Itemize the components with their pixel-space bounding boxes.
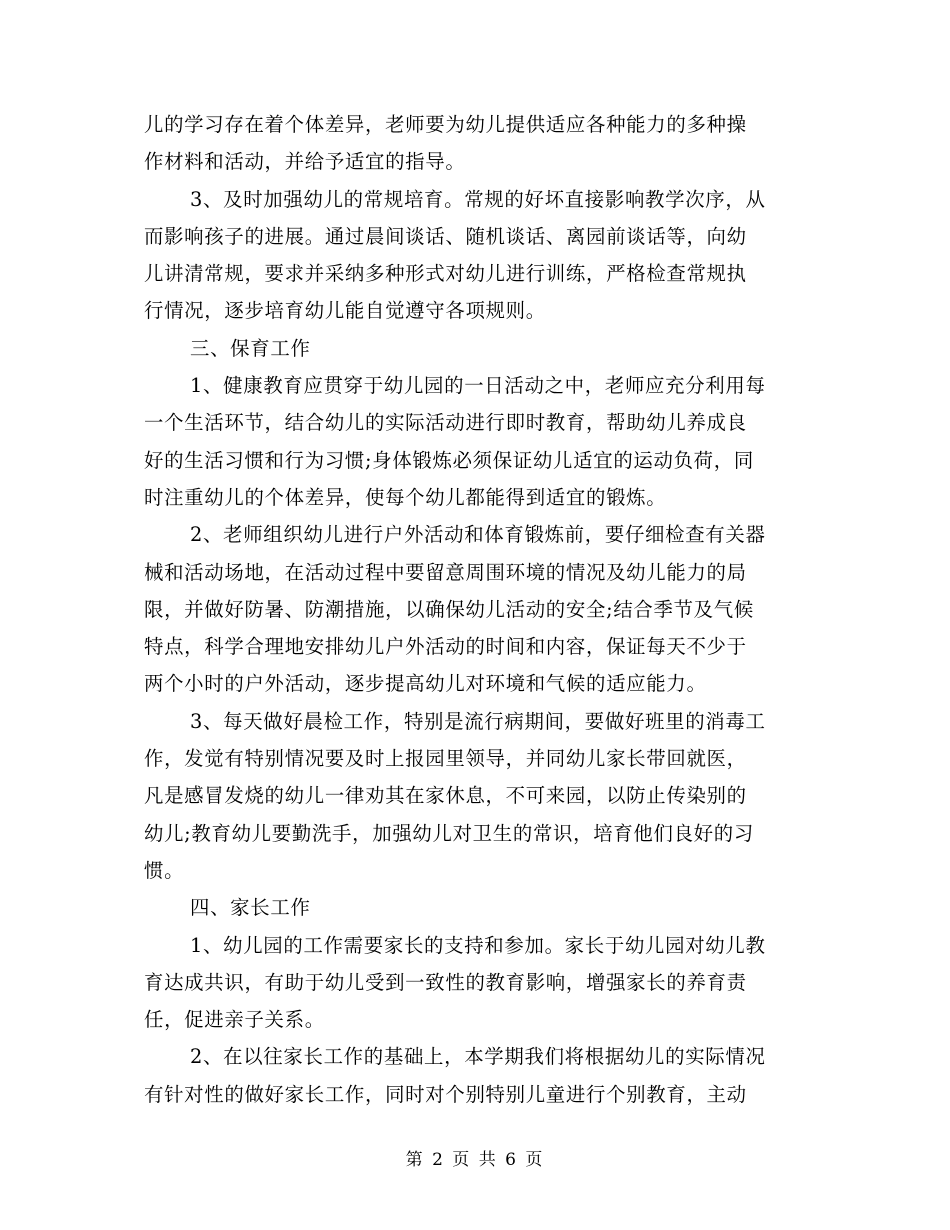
text-line: 任，促进亲子关系。 <box>144 1008 325 1032</box>
paragraph-start: 1、幼儿园的工作需要家长的支持和参加。家长于幼儿园对幼儿教 <box>190 933 766 957</box>
text-line: 有针对性的做好家长工作，同时对个别特别儿童进行个别教育，主动 <box>144 1082 747 1106</box>
paragraph-start: 2、老师组织幼儿进行户外活动和体育锻炼前，要仔细检查有关器 <box>190 523 766 547</box>
paragraph-start: 1、健康教育应贯穿于幼儿园的一日活动之中，老师应充分利用每 <box>190 374 766 398</box>
text-line: 育达成共识，有助于幼儿受到一致性的教育影响，增强家长的养育责 <box>144 970 747 994</box>
section-heading: 四、家长工作 <box>190 896 311 920</box>
text-line: 好的生活习惯和行为习惯;身体锻炼必须保证幼儿适宜的运动负荷，同 <box>144 448 754 472</box>
text-line: 幼儿;教育幼儿要勤洗手，加强幼儿对卫生的常识，培育他们良好的习 <box>144 821 754 845</box>
text-line: 特点，科学合理地安排幼儿户外活动的时间和内容，保证每天不少于 <box>144 635 747 659</box>
paragraph-start: 3、及时加强幼儿的常规培育。常规的好坏直接影响教学次序，从 <box>190 187 766 211</box>
text-line: 凡是感冒发烧的幼儿一律劝其在家休息，不可来园，以防止传染别的 <box>144 784 747 808</box>
text-line: 一个生活环节，结合幼儿的实际活动进行即时教育，帮助幼儿养成良 <box>144 411 747 435</box>
text-line: 限，并做好防暑、防潮措施，以确保幼儿活动的安全;结合季节及气候 <box>144 597 754 621</box>
paragraph-start: 2、在以往家长工作的基础上，本学期我们将根据幼儿的实际情况 <box>190 1045 766 1069</box>
document-body <box>144 106 808 1113</box>
text-line: 两个小时的户外活动，逐步提高幼儿对环境和气候的适应能力。 <box>144 672 707 696</box>
paragraph-start: 3、每天做好晨检工作，特别是流行病期间，要做好班里的消毒工 <box>190 709 766 733</box>
text-line: 械和活动场地，在活动过程中要留意周围环境的情况及幼儿能力的局 <box>144 560 747 584</box>
text-line: 惯。 <box>144 858 185 882</box>
page-number-footer: 第 2 页 共 6 页 <box>405 1150 545 1170</box>
text-line: 时注重幼儿的个体差异，使每个幼儿都能得到适宜的锻炼。 <box>144 485 667 509</box>
section-heading: 三、保育工作 <box>190 336 311 360</box>
text-line: 作，发觉有特别情况要及时上报园里领导，并同幼儿家长带回就医， <box>144 747 747 771</box>
text-line: 作材料和活动，并给予适宜的指导。 <box>144 150 466 174</box>
text-line: 行情况，逐步培育幼儿能自觉遵守各项规则。 <box>144 299 546 323</box>
text-line: 儿的学习存在着个体差异，老师要为幼儿提供适应各种能力的多种操 <box>144 113 747 136</box>
text-line: 儿讲清常规，要求并采纳多种形式对幼儿进行训练，严格检查常规执 <box>144 262 747 286</box>
text-line: 而影响孩子的进展。通过晨间谈话、随机谈话、离园前谈话等，向幼 <box>144 224 747 248</box>
